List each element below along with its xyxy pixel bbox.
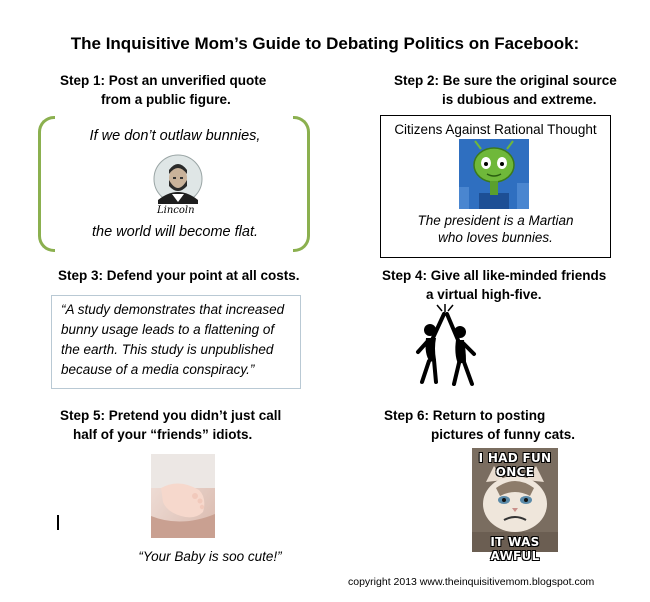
baby-foot-photo: [151, 454, 215, 538]
meme-top-text: I HAD FUN ONCE: [478, 451, 552, 479]
source-name: Citizens Against Rational Thought: [394, 122, 597, 137]
martian-icon: [459, 139, 529, 209]
step4-label: [382, 266, 606, 304]
high-five-icon: [414, 302, 480, 388]
step1-label: [60, 71, 266, 109]
left-bracket-decoration: [38, 116, 55, 252]
step3-quote-line1: “A study demonstrates that increased: [61, 302, 285, 317]
baby-caption: “Your Baby is soo cute!”: [138, 549, 282, 564]
step5-label-line2: half of your “friends” idiots.: [73, 427, 253, 442]
step1-label-line2: from a public figure.: [101, 92, 231, 107]
step3-quote-line3: the earth. This study is unpublished: [61, 342, 274, 357]
step4-label-line1: Step 4: Give all like-minded friends: [382, 268, 607, 283]
step2-label-line1: Step 2: Be sure the original source: [394, 73, 617, 88]
step4-label-line2: a virtual high-five.: [426, 287, 542, 302]
step5-label: [60, 406, 281, 444]
step3-label: Step 3: Defend your point at all costs.: [58, 268, 300, 283]
step2-quote-line2: who loves bunnies.: [438, 230, 553, 245]
step1-label-line1: Step 1: Post an unverified quote: [60, 73, 267, 88]
step5-label-line1: Step 5: Pretend you didn’t just call: [60, 408, 282, 423]
step6-label-line2: pictures of funny cats.: [431, 427, 576, 442]
meme-bottom-text: IT WAS AWFUL: [490, 535, 540, 563]
step6-label-line1: Step 6: Return to posting: [384, 408, 546, 423]
text-cursor: [57, 515, 59, 530]
step3-quote-line2: bunny usage leads to a flattening of: [61, 322, 275, 337]
step1-quote-line2: the world will become flat.: [91, 224, 258, 240]
page-title: The Inquisitive Mom’s Guide to Debating Politics on Facebook:: [70, 34, 580, 53]
step2-quote-line1: The president is a Martian: [417, 213, 574, 228]
step2-label: [394, 71, 617, 109]
copyright-text: copyright 2013 www.theinquisitivemom.blogspot.com: [348, 576, 595, 588]
grumpy-cat-meme: [472, 448, 558, 563]
right-bracket-decoration: [293, 116, 310, 252]
step6-label: [384, 406, 575, 444]
step1-quote-line1: If we don’t outlaw bunnies,: [89, 128, 261, 144]
step2-label-line2: is dubious and extreme.: [442, 92, 597, 107]
step3-quote-line4: because of a media conspiracy.”: [61, 362, 255, 377]
step3-quote: [61, 300, 297, 380]
lincoln-signature: Lincoln: [157, 205, 195, 216]
